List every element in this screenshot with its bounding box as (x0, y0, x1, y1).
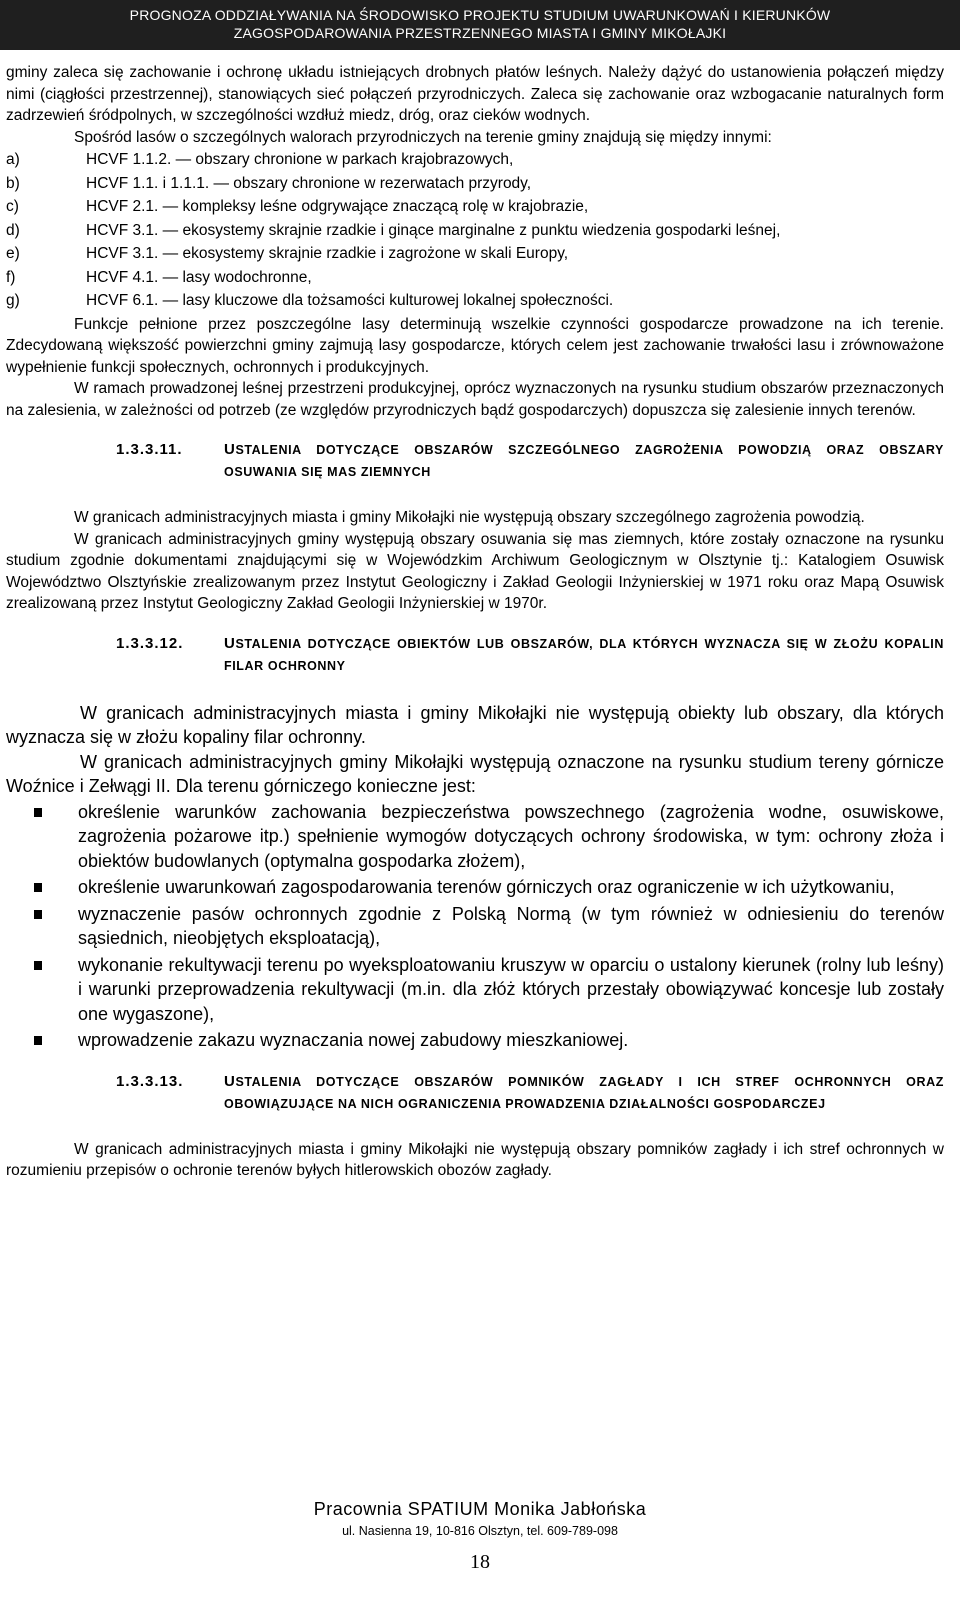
page-header (0, 0, 960, 50)
header-line-1: PROGNOZA ODDZIAŁYWANIA NA ŚRODOWISKO PROJEKTU STUDIUM UWARUNKOWAŃ I KIERUNKÓW (129, 7, 831, 23)
sec11-paragraph-1: W granicach administracyjnych miasta i gminy Mikołajki nie występują obszary szczególnego zagrożenia powodzią. (74, 509, 865, 526)
list-item (6, 173, 944, 195)
list-item: określenie uwarunkowań zagospodarowania terenów górniczych oraz ograniczenie w ich użytkowaniu, (6, 875, 944, 900)
section-heading-11 (116, 439, 944, 483)
sec11-paragraph-2: W granicach administracyjnych gminy występują obszary osuwania się mas ziemnych, które zostały oznaczone na rysunku studium zgodnie dokumentami znajdującymi się w Wojewódzkim Archiwum Geologicznym w Olsztynie tj.: Katalogiem Osuwisk Województwo Olsztyńskie zrealizowanym przez Instytut Geologiczny i Zakład Geologii Inżynierskiej w 1971 roku oraz Mapą Osuwisk zrealizowaną przez Instytut Geologiczny Zakład Geologii Inżynierskiej w 1970r. (6, 530, 944, 612)
intro-paragraph-2: Spośród lasów o szczególnych walorach przyrodniczych na terenie gminy znajdują się między innymi: (74, 128, 772, 146)
list-item-text: HCVF 4.1. — lasy wodochronne, (86, 268, 312, 286)
sec12-paragraph-1: W granicach administracyjnych miasta i gminy Mikołajki nie występują obiekty lub obszary, dla których wyznacza się w złożu kopaliny filar ochronny. (6, 702, 944, 747)
list-item-text: HCVF 1.1. i 1.1.1. — obszary chronione w rezerwatach przyrody, (86, 174, 532, 192)
list-item (6, 290, 944, 312)
header-line-2: ZAGOSPODAROWANIA PRZESTRZENNEGO MIASTA I GMINY MIKOŁAJKI (233, 25, 727, 41)
document-body (6, 62, 944, 1182)
sec13-paragraph-1: W granicach administracyjnych miasta i gminy Mikołajki nie występują obszary pomników zagłady i ich stref ochronnych w rozumieniu przepisów o ochronie terenów byłych hitlerowskich obozów zagłady. (6, 1140, 944, 1179)
functions-paragraph-2: W ramach prowadzonej leśnej przestrzeni produkcyjnej, oprócz wyznaczonych na rysunku studium obszarów przeznaczonych na zalesienia, w zależności od potrzeb (ze względów przyrodniczych bądź gospodarczych) dopuszcza się zalesienie innych terenów. (6, 380, 944, 419)
list-item (6, 243, 944, 265)
footer-address: ul. Nasienna 19, 10-816 Olsztyn, tel. 609-789-098 (342, 1524, 618, 1538)
list-item: wprowadzenie zakazu wyznaczania nowej zabudowy mieszkaniowej. (6, 1028, 944, 1053)
list-item: wyznaczenie pasów ochronnych zgodnie z Polską Normą (w tym również w odniesieniu do terenów sąsiednich, nieobjętych eksploatacją), (6, 902, 944, 951)
section-number: 1.3.3.11. (116, 441, 183, 458)
list-item (6, 267, 944, 289)
list-item: określenie warunków zachowania bezpieczeństwa powszechnego (zagrożenia wodne, osuwiskowe, zagrożenia pożarowe itp.) spełnienie wymogów dotyczących ochrony środowiska, w tym: ochrony złoża i obiektów budowlanych (optymalna gospodarka złożem), (6, 800, 944, 874)
list-item (6, 196, 944, 218)
list-item-text: HCVF 1.1.2. — obszary chronione w parkach krajobrazowych, (86, 151, 514, 168)
footer-studio-name: Pracownia SPATIUM Monika Jabłońska (313, 1499, 647, 1519)
list-marker: b) (6, 174, 20, 192)
list-item: wykonanie rekultywacji terenu po wyeksploatowaniu kruszyw w oparciu o ustalony kierunek (rolny lub leśny) i warunki przeprowadzenia rekultywacji (m.in. dla złóż których przestały obowiązywać koncesje lub zostały one wygaszone), (6, 953, 944, 1027)
list-marker: a) (6, 151, 20, 168)
sec12-body (6, 701, 944, 1053)
functions-paragraph-1: Funkcje pełnione przez poszczególne lasy determinują wszelkie czynności gospodarcze prowadzone na ich terenie. Zdecydowaną większość powierzchni gminy zajmują lasy gospodarcze, których celem jest zachowanie trwałości lasu i zrównoważone wypełnienie funkcji społecznych, ochronnych i produkcyjnych. (6, 315, 944, 376)
list-marker: e) (6, 245, 20, 262)
list-item (6, 149, 944, 171)
list-item-text: HCVF 6.1. — lasy kluczowe dla tożsamości kulturowej lokalnej społeczności. (86, 292, 614, 309)
list-marker: c) (6, 198, 19, 215)
section-heading-12 (116, 633, 944, 677)
list-marker: d) (6, 221, 20, 239)
list-item-text: HCVF 3.1. — ekosystemy skrajnie rzadkie i zagrożone w skali Europy, (86, 245, 569, 262)
page-footer (0, 1498, 960, 1574)
hcvf-list (6, 149, 944, 312)
list-marker: g) (6, 292, 20, 309)
section-title: USTALENIA DOTYCZĄCE OBSZARÓW SZCZEGÓLNEGO ZAGROŻENIA POWODZIĄ ORAZ OBSZARY OSUWANIA SIĘ MAS ZIEMNYCH (224, 441, 944, 479)
section-number: 1.3.3.12. (116, 634, 184, 652)
section-title: USTALENIA DOTYCZĄCE OBSZARÓW POMNIKÓW ZAGŁADY I ICH STREF OCHRONNYCH ORAZ OBOWIĄZUJĄCE NA NICH OGRANICZENIA PROWADZENIA DZIAŁALNOŚCI GOSPODARCZEJ (224, 1072, 944, 1111)
list-item (6, 220, 944, 242)
sec12-paragraph-2: W granicach administracyjnych gminy Mikołajki występują oznaczone na rysunku studium tereny górnicze Woźnice i Zełwągi II. Dla terenu górniczego konieczne jest: (6, 751, 944, 796)
section-number: 1.3.3.13. (116, 1072, 184, 1090)
intro-paragraph-1: gminy zaleca się zachowanie i ochronę układu istniejących drobnych płatów leśnych. Należy dążyć do ustanowienia połączeń między nimi (ciągłości przestrzennej), stanowiących sieć połączeń przyrodniczych. Zaleca się zachowanie oraz wzbogacanie naturalnych form zadrzewień śródpolnych, w szczególności wzdłuż miedz, dróg, oraz cieków wodnych. (6, 64, 944, 124)
list-item-text: HCVF 2.1. — kompleksy leśne odgrywające znaczącą rolę w krajobrazie, (86, 198, 589, 215)
page-number: 18 (470, 1551, 490, 1573)
list-marker: f) (6, 268, 16, 286)
list-item-text: HCVF 3.1. — ekosystemy skrajnie rzadkie i ginące marginalne z punktu wiedzenia gospodarki leśnej, (86, 221, 781, 239)
section-title: USTALENIA DOTYCZĄCE OBIEKTÓW LUB OBSZARÓW, DLA KTÓRYCH WYZNACZA SIĘ W ZŁOŻU KOPALIN FILAR OCHRONNY (224, 634, 944, 673)
section-heading-13 (116, 1071, 944, 1115)
mining-requirements-list (6, 800, 944, 1053)
